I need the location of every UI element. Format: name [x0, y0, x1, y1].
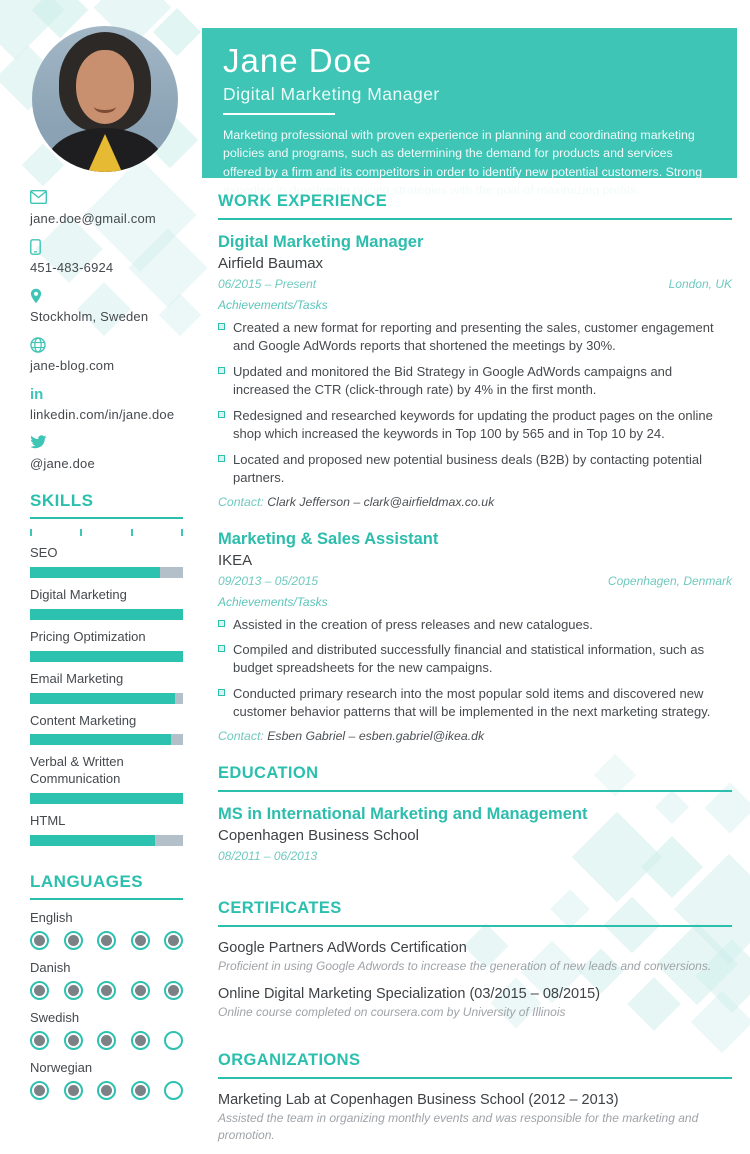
language-label: Norwegian: [30, 1060, 93, 1076]
education-entry: [218, 805, 732, 863]
school-name: Copenhagen Business School: [218, 827, 419, 845]
organization-description: Assisted the team in organizing monthly events and was responsible for the marketing and promotion.: [218, 1110, 699, 1142]
skill-label: Verbal & Written Communication: [30, 754, 124, 787]
language-level-dot: [97, 1031, 116, 1050]
tasks-label: Achievements/Tasks: [218, 298, 328, 312]
skill-label: SEO: [30, 545, 58, 560]
skill-bar: [30, 734, 183, 745]
job-contact-label: Contact:: [218, 494, 264, 509]
skill-row: [30, 629, 183, 662]
job-bullet: Assisted in the creation of press releases and new catalogues.: [218, 616, 732, 634]
organization-name: Marketing Lab at Copenhagen Business School (2012 – 2013): [218, 1091, 619, 1108]
job-location: London, UK: [668, 277, 732, 291]
job-bullet: Redesigned and researched keywords for updating the product pages on the online shop which increased the keywords in Top 100 by 565 and in Top 10 by 24.: [218, 407, 732, 443]
skill-bar: [30, 651, 183, 662]
skill-bar-fill: [30, 651, 183, 662]
contact-twitter: [30, 435, 183, 471]
contact-email: [30, 190, 183, 226]
language-level-dot: [64, 1031, 83, 1050]
title-underline: [223, 113, 335, 115]
job-entry: [218, 530, 732, 744]
email-icon: [30, 190, 183, 207]
avatar-smile: [94, 100, 116, 113]
ruler-tick: [80, 529, 82, 536]
phone-icon: [30, 239, 183, 256]
language-level-dot: [30, 1081, 49, 1100]
organizations-heading: ORGANIZATIONS: [218, 1051, 732, 1079]
language-level-dot: [64, 931, 83, 950]
ruler-tick: [131, 529, 133, 536]
language-level-dot: [64, 981, 83, 1000]
certificate-entry: [218, 940, 732, 975]
email-value[interactable]: jane.doe@gmail.com: [30, 211, 156, 226]
skill-row: [30, 713, 183, 746]
skill-bar-fill: [30, 567, 160, 578]
language-level-dot: [131, 981, 150, 1000]
phone-value[interactable]: 451-483-6924: [30, 260, 114, 275]
certificate-description: Online course completed on coursera.com by University of Illinois: [218, 1004, 566, 1019]
contact-location: [30, 288, 183, 324]
language-level-dot: [30, 1031, 49, 1050]
skill-bar-fill: [30, 835, 155, 846]
certificate-name: Google Partners AdWords Certification: [218, 940, 467, 957]
skill-bar-fill: [30, 734, 171, 745]
language-level-dot: [164, 981, 183, 1000]
linkedin-icon: in: [30, 386, 44, 403]
twitter-icon: [30, 435, 183, 452]
organization-entry: [218, 1092, 732, 1144]
skill-bar-fill: [30, 609, 183, 620]
education-heading: EDUCATION: [218, 764, 732, 792]
language-level-dot: [97, 1081, 116, 1100]
website-icon: [30, 337, 183, 354]
language-label: English: [30, 910, 73, 926]
job-title: Marketing & Sales Assistant: [218, 529, 439, 548]
language-row: [30, 910, 183, 950]
tasks-label: Achievements/Tasks: [218, 594, 328, 609]
language-level-dot: [164, 931, 183, 950]
website-value[interactable]: jane-blog.com: [30, 358, 115, 373]
person-name: Jane Doe: [223, 42, 373, 79]
degree-title: MS in International Marketing and Management: [218, 805, 588, 824]
job-company: Airfield Baumax: [218, 255, 324, 272]
profile-summary: Marketing professional with proven experience in planning and coordinating marketing policies and programs, such as determining the demand for products and services offered by a firm and its competitors in order to identify new potential customers. Strong expertise in developing pricing strategies with the goal of maximizing profits.: [223, 127, 703, 198]
job-contact-value: Esben Gabriel – esben.gabriel@ikea.dk: [267, 729, 485, 744]
education-dates: 08/2011 – 06/2013: [218, 849, 318, 864]
job-entry: [218, 233, 732, 509]
main-column: [218, 192, 732, 1154]
ruler-tick: [181, 529, 183, 536]
profile-photo: [32, 26, 178, 172]
job-bullet: Located and proposed new potential business deals (B2B) by contacting potential partners.: [218, 451, 732, 487]
location-value: Stockholm, Sweden: [30, 309, 149, 324]
skill-bar-fill: [30, 793, 183, 804]
person-title: Digital Marketing Manager: [223, 83, 440, 104]
skill-label: Pricing Optimization: [30, 628, 146, 644]
skill-label: Email Marketing: [30, 670, 124, 686]
language-level-dot: [30, 981, 49, 1000]
language-level-dots: [30, 931, 183, 950]
language-row: [30, 1060, 183, 1100]
language-level-dot: [131, 1031, 150, 1050]
contact-linkedin: [30, 386, 183, 422]
skill-bar-fill: [30, 693, 175, 704]
language-label: Danish: [30, 960, 71, 976]
job-contact-label: Contact:: [218, 729, 264, 744]
language-row: [30, 960, 183, 1000]
skill-label: HTML: [30, 813, 66, 829]
job-bullet: Created a new format for reporting and presenting the sales, customer engagement and Google AdWords reports that shortened the meetings by 30%.: [218, 319, 732, 355]
sidebar: [30, 190, 183, 1100]
job-contact-value: Clark Jefferson – clark@airfieldmax.co.uk: [267, 494, 495, 509]
language-level-dot: [64, 1081, 83, 1100]
work-experience-heading: WORK EXPERIENCE: [218, 192, 732, 220]
job-contact-line: [218, 729, 732, 743]
job-dates: 06/2015 – Present: [218, 277, 317, 291]
skill-bar: [30, 793, 183, 804]
skill-bar: [30, 835, 183, 846]
skill-label: Digital Marketing: [30, 586, 127, 602]
contact-website: [30, 337, 183, 373]
job-dates-row: [218, 574, 732, 588]
certificate-name: Online Digital Marketing Specialization (03/2015 – 08/2015): [218, 985, 601, 1002]
skill-row: [30, 813, 183, 846]
language-label: Swedish: [30, 1010, 80, 1026]
language-level-dot: [97, 981, 116, 1000]
job-title: Digital Marketing Manager: [218, 233, 424, 251]
certificate-description: Proficient in using Google Adwords to increase the generation of new leads and conversions.: [218, 959, 712, 974]
language-level-dot: [164, 1031, 183, 1050]
skills-section: [30, 491, 183, 846]
certificate-entry: [218, 986, 732, 1021]
language-level-dots: [30, 981, 183, 1000]
job-contact-line: [218, 495, 732, 509]
job-bullet: Updated and monitored the Bid Strategy in Google AdWords campaigns and increased the CTR (click-through rate) by 4% in the first month.: [218, 363, 732, 399]
languages-section: [30, 872, 183, 1100]
job-bullet-list: [218, 319, 732, 487]
job-dates-row: [218, 277, 732, 291]
job-dates: 09/2013 – 05/2015: [218, 573, 319, 588]
certificates-heading: CERTIFICATES: [218, 899, 732, 927]
language-level-dots: [30, 1031, 183, 1050]
job-location: Copenhagen, Denmark: [607, 573, 732, 588]
skill-row: [30, 671, 183, 704]
skills-scale-ruler: [30, 529, 183, 536]
linkedin-value[interactable]: linkedin.com/in/jane.doe: [30, 407, 175, 422]
language-level-dot: [131, 1081, 150, 1100]
language-level-dot: [131, 931, 150, 950]
skill-bar: [30, 567, 183, 578]
job-bullet: Compiled and distributed successfully financial and statistical information, such as budget spreadsheets for the new campaigns.: [218, 641, 732, 677]
language-level-dots: [30, 1081, 183, 1100]
job-bullet: Conducted primary research into the most popular sold items and discovered new customer behavior patterns that will be implemented in the next marketing strategy.: [218, 685, 732, 721]
header: [202, 28, 737, 198]
job-bullet-list: [218, 616, 732, 722]
language-level-dot: [30, 931, 49, 950]
location-icon: [30, 288, 183, 305]
section-spacer: [218, 1032, 732, 1051]
skill-label: Content Marketing: [30, 712, 137, 728]
skill-bar: [30, 609, 183, 620]
ruler-tick: [30, 529, 32, 536]
contact-phone: [30, 239, 183, 275]
skill-bar: [30, 693, 183, 704]
job-company: IKEA: [218, 551, 253, 569]
language-level-dot: [164, 1081, 183, 1100]
twitter-value[interactable]: @jane.doe: [30, 456, 95, 471]
skills-heading: SKILLS: [30, 491, 183, 519]
languages-heading: LANGUAGES: [30, 872, 183, 900]
skill-row: [30, 754, 183, 804]
language-row: [30, 1010, 183, 1050]
skill-row: [30, 545, 183, 578]
language-level-dot: [97, 931, 116, 950]
skill-row: [30, 587, 183, 620]
